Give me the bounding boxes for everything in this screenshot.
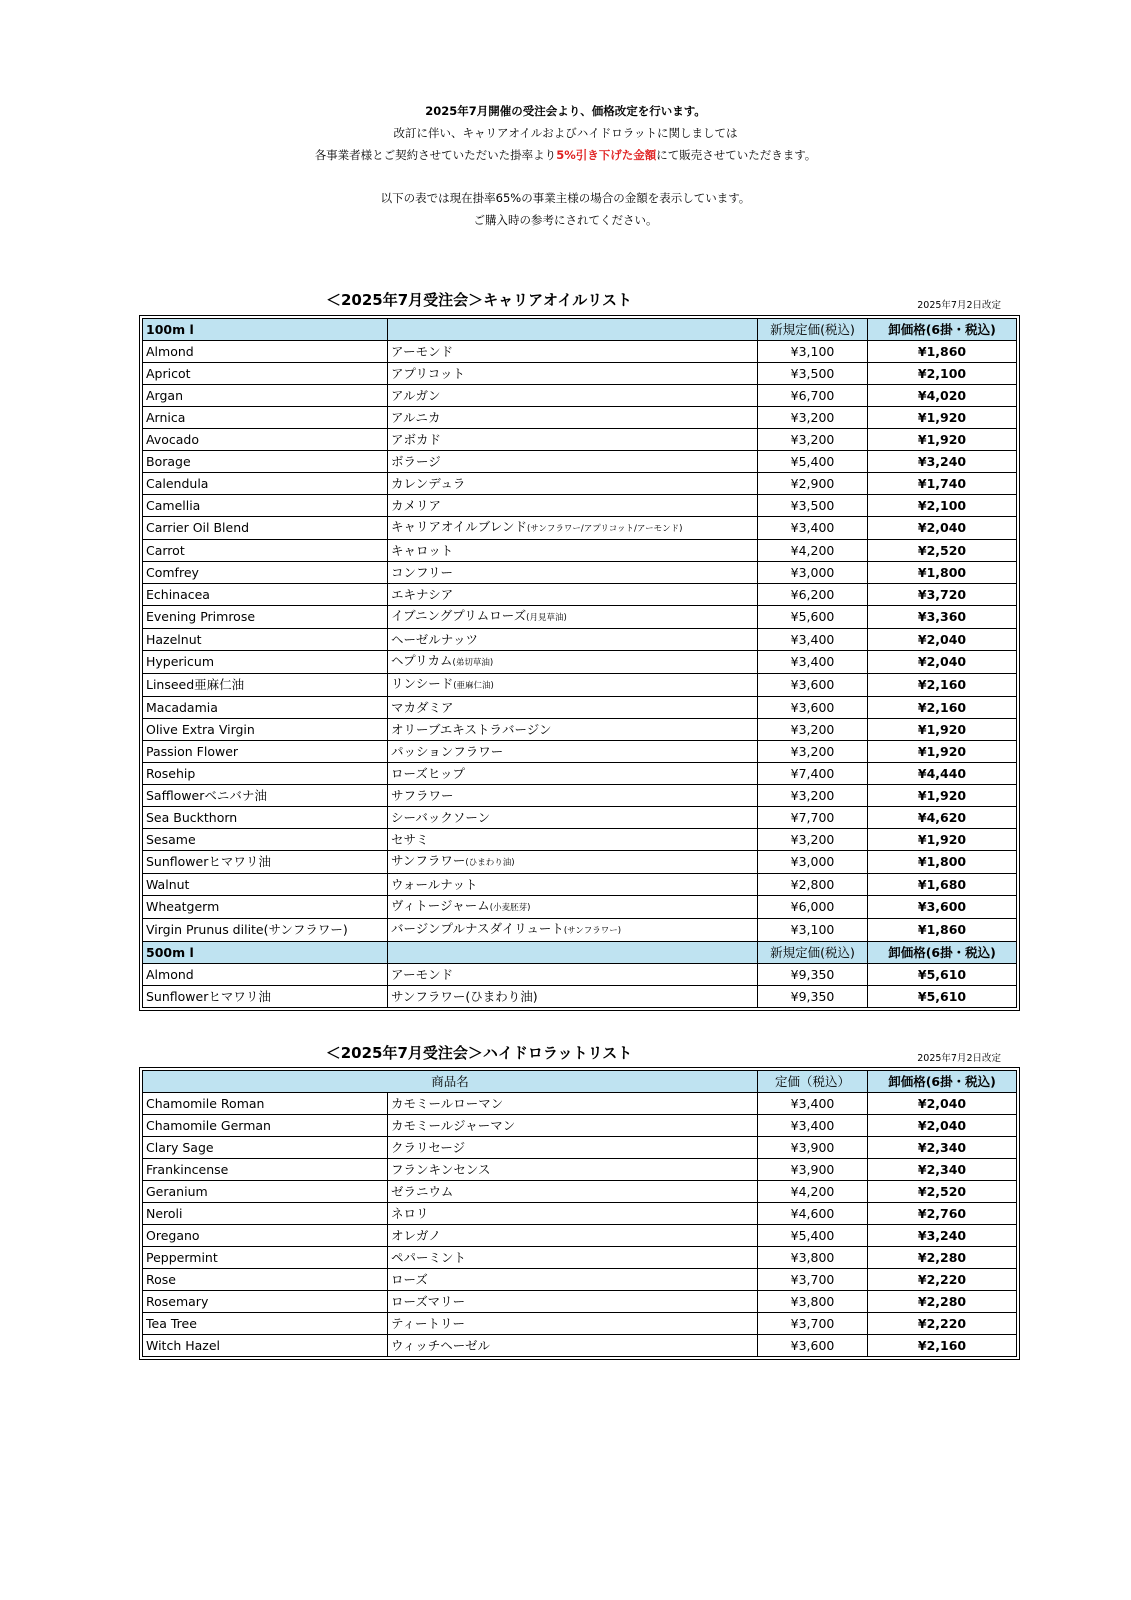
product-name-en: Echinacea [143, 584, 388, 606]
wholesale-price: ¥1,800 [868, 851, 1017, 874]
list-price: ¥3,400 [758, 1115, 868, 1137]
product-name-ja-text: マカダミア [391, 699, 454, 715]
table-row [143, 1313, 1017, 1335]
wholesale-price: ¥2,340 [868, 1159, 1017, 1181]
price-revision-notice [0, 100, 1131, 231]
product-name-ja-text: カレンデュラ [391, 475, 466, 491]
table-row [143, 540, 1017, 562]
wholesale-price: ¥4,440 [868, 763, 1017, 785]
wholesale-price: ¥2,280 [868, 1247, 1017, 1269]
table-row [143, 807, 1017, 829]
product-name-ja-text: コンフリー [391, 564, 454, 580]
product-name-en: Oregano [143, 1225, 388, 1247]
product-name-ja [388, 851, 758, 874]
product-name-en: Rosemary [143, 1291, 388, 1313]
wholesale-price: ¥2,220 [868, 1269, 1017, 1291]
product-name-ja-text: アプリコット [391, 365, 466, 381]
product-name-en: Walnut [143, 874, 388, 896]
carrier-oil-list-title: ＜2025年7月受注会＞キャリアオイルリスト [326, 291, 632, 309]
table-row [143, 1115, 1017, 1137]
table-row [143, 584, 1017, 606]
list-price: ¥2,800 [758, 874, 868, 896]
wholesale-price: ¥4,620 [868, 807, 1017, 829]
wholesale-price: ¥2,040 [868, 517, 1017, 540]
wholesale-price: ¥2,520 [868, 1181, 1017, 1203]
blank-header-cell [388, 319, 758, 341]
product-name-en: Camellia [143, 495, 388, 517]
product-name-ja [388, 741, 758, 763]
product-name-en: Rosehip [143, 763, 388, 785]
product-name-en: Sunflowerヒマワリ油 [143, 986, 388, 1008]
product-name-ja [388, 874, 758, 896]
wholesale-price: ¥2,040 [868, 1115, 1017, 1137]
product-name-note: (サンフラワー/アプリコット/アーモンド) [526, 524, 683, 534]
product-name-note: (ひまわり油) [465, 858, 515, 868]
list-price: ¥3,400 [758, 517, 868, 540]
blank-header-cell [388, 942, 758, 964]
notice-line-5: ご購入時の参考にされてください。 [473, 213, 658, 227]
product-name-ja [388, 341, 758, 363]
table-row [143, 1159, 1017, 1181]
product-name-ja: オレガノ [388, 1225, 758, 1247]
product-name-ja [388, 606, 758, 629]
table-row [143, 1203, 1017, 1225]
table-row [143, 363, 1017, 385]
list-price: ¥3,000 [758, 562, 868, 584]
notice-line-3-pre: 各事業者様とご契約させていただいた掛率より [314, 148, 557, 162]
list-price: ¥3,800 [758, 1291, 868, 1313]
product-name-en: Borage [143, 451, 388, 473]
product-name-en: Apricot [143, 363, 388, 385]
list-price: ¥5,600 [758, 606, 868, 629]
list-price: ¥3,200 [758, 407, 868, 429]
hydrolat-list-date: 2025年7月2日改定 [917, 1053, 1001, 1064]
table-row [143, 562, 1017, 584]
wholesale-price: ¥3,240 [868, 451, 1017, 473]
table-row [143, 741, 1017, 763]
table-row [143, 1181, 1017, 1203]
table-row [143, 785, 1017, 807]
product-name-ja-text: アーモンド [391, 966, 454, 982]
product-name-ja: ローズ [388, 1269, 758, 1291]
product-name-ja-text: アーモンド [391, 343, 454, 359]
wholesale-price: ¥2,160 [868, 1335, 1017, 1357]
table-row [143, 629, 1017, 651]
product-name-ja [388, 986, 758, 1008]
wholesale-price: ¥2,040 [868, 651, 1017, 674]
list-price: ¥3,700 [758, 1269, 868, 1291]
product-name-ja [388, 763, 758, 785]
product-name-en: Avocado [143, 429, 388, 451]
product-name-ja [388, 829, 758, 851]
price-column-header: 新規定価(税込) [758, 319, 868, 341]
table-row [143, 429, 1017, 451]
notice-line-3-post: にて販売させていただきます。 [656, 148, 817, 162]
list-price: ¥3,600 [758, 697, 868, 719]
table-row [143, 385, 1017, 407]
wholesale-price: ¥3,600 [868, 896, 1017, 919]
table-row [143, 719, 1017, 741]
wholesale-column-header: 卸価格(6掛・税込) [868, 1071, 1017, 1093]
product-name-ja [388, 964, 758, 986]
list-price: ¥5,400 [758, 451, 868, 473]
table-row [143, 763, 1017, 785]
product-name-ja-text: パッションフラワー [391, 743, 504, 759]
table-row [143, 517, 1017, 540]
wholesale-price: ¥3,360 [868, 606, 1017, 629]
product-name-en: Safflowerベニバナ油 [143, 785, 388, 807]
product-name-ja-text: アルニカ [391, 409, 441, 425]
wholesale-price: ¥1,920 [868, 407, 1017, 429]
wholesale-price: ¥4,020 [868, 385, 1017, 407]
list-price: ¥3,100 [758, 341, 868, 363]
table-row [143, 874, 1017, 896]
product-name-ja [388, 896, 758, 919]
product-name-en: Sunflowerヒマワリ油 [143, 851, 388, 874]
list-price: ¥3,900 [758, 1159, 868, 1181]
wholesale-price: ¥1,680 [868, 874, 1017, 896]
product-name-ja-text: ヘプリカム [391, 653, 453, 668]
hydrolat-table [142, 1070, 1017, 1357]
list-price: ¥3,700 [758, 1313, 868, 1335]
product-name-ja [388, 629, 758, 651]
table-row [143, 1093, 1017, 1115]
wholesale-price: ¥2,220 [868, 1313, 1017, 1335]
product-name-ja-text: ヘーゼルナッツ [391, 631, 479, 647]
product-name-ja [388, 584, 758, 606]
product-name-ja: クラリセージ [388, 1137, 758, 1159]
table-row [143, 341, 1017, 363]
wholesale-price: ¥2,520 [868, 540, 1017, 562]
list-price: ¥4,200 [758, 1181, 868, 1203]
list-price: ¥3,400 [758, 629, 868, 651]
product-name-en: Geranium [143, 1181, 388, 1203]
product-name-en: Tea Tree [143, 1313, 388, 1335]
product-name-note: (月見草油) [526, 613, 567, 623]
wholesale-price: ¥2,160 [868, 697, 1017, 719]
notice-headline: 2025年7月開催の受注会より、価格改定を行います。 [425, 104, 706, 118]
wholesale-price: ¥1,920 [868, 785, 1017, 807]
wholesale-price: ¥2,760 [868, 1203, 1017, 1225]
product-name-ja [388, 451, 758, 473]
product-name-ja [388, 562, 758, 584]
table-row [143, 1335, 1017, 1357]
product-name-ja-text: アルガン [391, 387, 441, 403]
product-name-en: Macadamia [143, 697, 388, 719]
list-price: ¥3,200 [758, 719, 868, 741]
product-name-en: Sesame [143, 829, 388, 851]
size-group-header-row [143, 942, 1017, 964]
product-name-en: Passion Flower [143, 741, 388, 763]
table-row [143, 986, 1017, 1008]
product-name-ja [388, 807, 758, 829]
product-name-en: Olive Extra Virgin [143, 719, 388, 741]
product-name-ja-text: サフラワー [391, 787, 454, 803]
product-name-note: (亜麻仁油) [453, 681, 494, 691]
product-name-ja [388, 407, 758, 429]
list-price: ¥3,400 [758, 1093, 868, 1115]
product-name-ja-text: ウォールナット [391, 876, 478, 892]
table-row [143, 1247, 1017, 1269]
product-name-ja [388, 697, 758, 719]
table-row [143, 1225, 1017, 1247]
product-name-ja [388, 540, 758, 562]
product-name-en: Carrot [143, 540, 388, 562]
list-price: ¥3,500 [758, 495, 868, 517]
wholesale-price: ¥1,740 [868, 473, 1017, 495]
notice-line-2: 改訂に伴い、キャリアオイルおよびハイドロラットに関しましては [393, 126, 738, 140]
product-name-ja-text: キャリアオイルブレンド [391, 519, 527, 534]
product-name-ja [388, 674, 758, 697]
list-price: ¥4,200 [758, 540, 868, 562]
size-group-header-row [143, 319, 1017, 341]
product-name-ja-text: シーバックソーン [391, 809, 491, 825]
product-name-en: Argan [143, 385, 388, 407]
wholesale-price: ¥5,610 [868, 986, 1017, 1008]
product-name-ja: ネロリ [388, 1203, 758, 1225]
wholesale-price: ¥1,920 [868, 741, 1017, 763]
list-price: ¥3,200 [758, 429, 868, 451]
product-name-ja-text: ボラージ [391, 453, 441, 469]
product-name-header: 商品名 [143, 1071, 758, 1093]
list-price: ¥6,000 [758, 896, 868, 919]
product-name-ja-text: サンフラワー [391, 853, 466, 868]
product-name-ja-text: セサミ [391, 831, 429, 847]
product-name-en: Sea Buckthorn [143, 807, 388, 829]
list-price: ¥6,700 [758, 385, 868, 407]
list-price: ¥7,700 [758, 807, 868, 829]
notice-line-3 [0, 144, 1131, 166]
table-row [143, 829, 1017, 851]
product-name-en: Hypericum [143, 651, 388, 674]
product-name-ja-text: サンフラワー(ひまわり油) [391, 988, 538, 1004]
product-name-ja [388, 473, 758, 495]
product-name-ja [388, 363, 758, 385]
wholesale-price: ¥1,920 [868, 719, 1017, 741]
product-name-ja [388, 517, 758, 540]
product-name-ja: ゼラニウム [388, 1181, 758, 1203]
product-name-en: Wheatgerm [143, 896, 388, 919]
price-column-header: 新規定価(税込) [758, 942, 868, 964]
product-name-ja [388, 495, 758, 517]
product-name-ja: ローズマリー [388, 1291, 758, 1313]
size-label: 500m l [143, 942, 388, 964]
wholesale-price: ¥1,860 [868, 341, 1017, 363]
product-name-en: Calendula [143, 473, 388, 495]
notice-line-4: 以下の表では現在掛率65%の事業主様の場合の金額を表示しています。 [380, 191, 751, 205]
table-row [143, 964, 1017, 986]
list-price: ¥9,350 [758, 964, 868, 986]
product-name-ja-text: ローズヒップ [391, 765, 466, 781]
product-name-ja-text: バージンプルナスダイリュート [391, 921, 564, 936]
product-name-ja-text: エキナシア [391, 586, 454, 602]
wholesale-column-header: 卸価格(6掛・税込) [868, 319, 1017, 341]
carrier-oil-table [142, 318, 1017, 1008]
list-price: ¥3,500 [758, 363, 868, 385]
product-name-ja-text: ヴィトージャーム [391, 898, 490, 913]
list-price: ¥9,350 [758, 986, 868, 1008]
wholesale-price: ¥3,720 [868, 584, 1017, 606]
table-row [143, 697, 1017, 719]
product-name-ja: フランキンセンス [388, 1159, 758, 1181]
wholesale-column-header: 卸価格(6掛・税込) [868, 942, 1017, 964]
list-price: ¥3,200 [758, 829, 868, 851]
table-row [143, 1291, 1017, 1313]
wholesale-price: ¥2,100 [868, 363, 1017, 385]
product-name-ja-text: リンシード [391, 676, 454, 691]
product-name-note: (サンフラワー) [563, 926, 622, 936]
list-price: ¥3,200 [758, 785, 868, 807]
table-row [143, 1137, 1017, 1159]
product-name-en: Frankincense [143, 1159, 388, 1181]
list-price: ¥3,400 [758, 651, 868, 674]
price-column-header: 定価（税込） [758, 1071, 868, 1093]
table-row [143, 674, 1017, 697]
product-name-en: Neroli [143, 1203, 388, 1225]
table-row [143, 606, 1017, 629]
list-price: ¥3,600 [758, 674, 868, 697]
product-name-ja: カモミールローマン [388, 1093, 758, 1115]
product-name-ja [388, 385, 758, 407]
product-name-en: Linseed亜麻仁油 [143, 674, 388, 697]
table-row [143, 896, 1017, 919]
list-price: ¥3,100 [758, 919, 868, 942]
hydrolat-header-row [143, 1071, 1017, 1093]
wholesale-price: ¥1,800 [868, 562, 1017, 584]
product-name-ja-text: カメリア [391, 497, 442, 513]
product-name-ja: ペパーミント [388, 1247, 758, 1269]
product-name-en: Witch Hazel [143, 1335, 388, 1357]
product-name-ja-text: アボカド [391, 431, 442, 447]
hydrolat-list-title: ＜2025年7月受注会＞ハイドロラットリスト [325, 1044, 633, 1062]
wholesale-price: ¥2,040 [868, 629, 1017, 651]
product-name-en: Comfrey [143, 562, 388, 584]
product-name-en: Peppermint [143, 1247, 388, 1269]
list-price: ¥3,900 [758, 1137, 868, 1159]
list-price: ¥2,900 [758, 473, 868, 495]
product-name-ja-text: オリーブエキストラバージン [391, 721, 552, 737]
product-name-ja: ティートリー [388, 1313, 758, 1335]
carrier-oil-list-date: 2025年7月2日改定 [917, 300, 1001, 311]
list-price: ¥3,800 [758, 1247, 868, 1269]
wholesale-price: ¥2,280 [868, 1291, 1017, 1313]
wholesale-price: ¥2,100 [868, 495, 1017, 517]
list-price: ¥3,200 [758, 741, 868, 763]
product-name-note: (小麦胚芽) [489, 903, 531, 913]
product-name-ja [388, 919, 758, 942]
product-name-en: Arnica [143, 407, 388, 429]
product-name-ja: カモミールジャーマン [388, 1115, 758, 1137]
product-name-ja [388, 719, 758, 741]
product-name-ja: ウィッチヘーゼル [388, 1335, 758, 1357]
product-name-en: Chamomile German [143, 1115, 388, 1137]
product-name-en: Almond [143, 964, 388, 986]
wholesale-price: ¥2,340 [868, 1137, 1017, 1159]
list-price: ¥6,200 [758, 584, 868, 606]
table-row [143, 473, 1017, 495]
table-row [143, 1269, 1017, 1291]
list-price: ¥7,400 [758, 763, 868, 785]
product-name-ja-text: キャロット [391, 542, 454, 558]
list-price: ¥3,600 [758, 1335, 868, 1357]
wholesale-price: ¥1,860 [868, 919, 1017, 942]
table-row [143, 651, 1017, 674]
wholesale-price: ¥5,610 [868, 964, 1017, 986]
size-label: 100m l [143, 319, 388, 341]
product-name-en: Clary Sage [143, 1137, 388, 1159]
table-row [143, 495, 1017, 517]
table-row [143, 851, 1017, 874]
product-name-en: Rose [143, 1269, 388, 1291]
wholesale-price: ¥1,920 [868, 829, 1017, 851]
wholesale-price: ¥1,920 [868, 429, 1017, 451]
product-name-en: Almond [143, 341, 388, 363]
list-price: ¥4,600 [758, 1203, 868, 1225]
notice-discount-emphasis: 5%引き下げた金額 [556, 148, 657, 162]
product-name-ja [388, 651, 758, 674]
wholesale-price: ¥2,040 [868, 1093, 1017, 1115]
product-name-en: Evening Primrose [143, 606, 388, 629]
list-price: ¥3,000 [758, 851, 868, 874]
product-name-en: Hazelnut [143, 629, 388, 651]
table-row [143, 451, 1017, 473]
product-name-ja-text: イブニングプリムローズ [391, 608, 527, 623]
product-name-en: Carrier Oil Blend [143, 517, 388, 540]
product-name-en: Virgin Prunus dilite(サンフラワー) [143, 919, 388, 942]
product-name-ja [388, 785, 758, 807]
wholesale-price: ¥3,240 [868, 1225, 1017, 1247]
product-name-note: (弟切草油) [452, 658, 494, 668]
wholesale-price: ¥2,160 [868, 674, 1017, 697]
product-name-ja [388, 429, 758, 451]
table-row [143, 407, 1017, 429]
product-name-en: Chamomile Roman [143, 1093, 388, 1115]
list-price: ¥5,400 [758, 1225, 868, 1247]
table-row [143, 919, 1017, 942]
